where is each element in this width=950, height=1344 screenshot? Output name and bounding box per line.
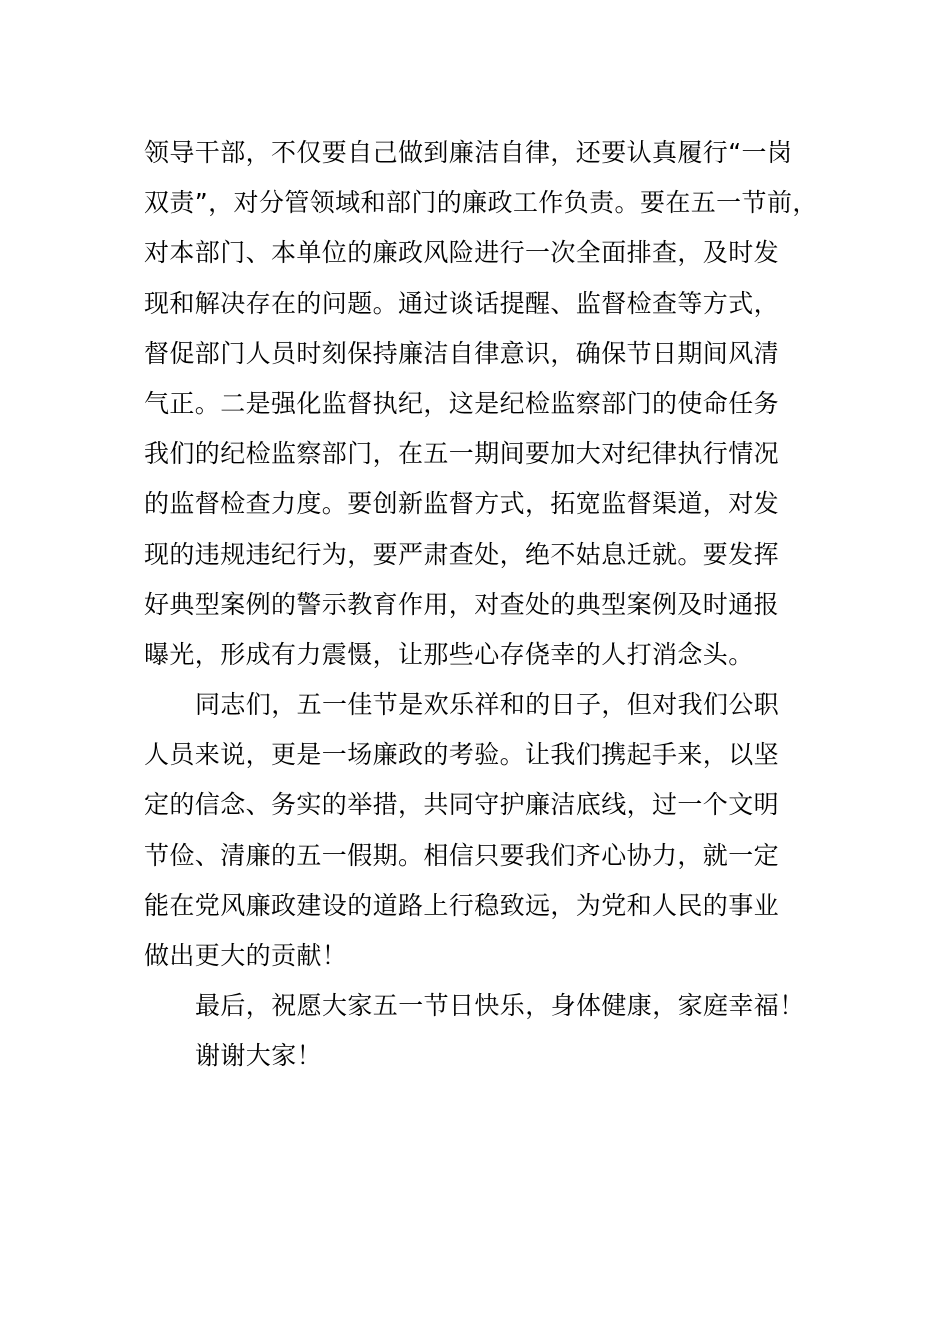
text-line: 督促部门人员时刻保持廉洁自律意识，确保节日期间风清 (144, 338, 780, 368)
text-line: 领导干部，不仅要自己做到廉洁自律，还要认真履行“一岗 (144, 138, 793, 167)
text-line: 曝光，形成有力震慑，让那些心存侥幸的人打消念头。 (144, 639, 754, 669)
text-line: 我们的纪检监察部门，在五一期间要加大对纪律执行情况 (144, 439, 780, 469)
document-body (144, 128, 844, 1082)
text-line: 好典型案例的警示教育作用，对查处的典型案例及时通报 (144, 589, 780, 619)
paragraph-start-line: 同志们，五一佳节是欢乐祥和的日子，但对我们公职 (195, 690, 780, 720)
closing-wishes-line: 最后，祝愿大家五一节日快乐，身体健康，家庭幸福！ (195, 991, 805, 1021)
text-line: 气正。二是强化监督执纪，这是纪检监察部门的使命任务 (144, 388, 780, 418)
text-line: 能在党风廉政建设的道路上行稳致远，为党和人民的事业 (144, 890, 780, 920)
text-line: 现和解决存在的问题。通过谈话提醒、监督检查等方式， (144, 288, 780, 318)
thanks-line: 谢谢大家！ (195, 1041, 323, 1071)
text-line: 对本部门、本单位的廉政风险进行一次全面排查，及时发 (144, 238, 780, 268)
text-line: 的监督检查力度。要创新监督方式，拓宽监督渠道，对发 (144, 489, 780, 519)
text-line: 双责”，对分管领域和部门的廉政工作负责。要在五一节前， (144, 188, 818, 218)
text-line: 定的信念、务实的举措，共同守护廉洁底线，过一个文明 (144, 790, 780, 820)
text-line: 节俭、清廉的五一假期。相信只要我们齐心协力，就一定 (144, 840, 780, 870)
text-line: 做出更大的贡献！ (144, 941, 348, 970)
text-line: 现的违规违纪行为，要严肃查处，绝不姑息迁就。要发挥 (144, 539, 780, 569)
text-line: 人员来说，更是一场廉政的考验。让我们携起手来，以坚 (144, 740, 780, 770)
